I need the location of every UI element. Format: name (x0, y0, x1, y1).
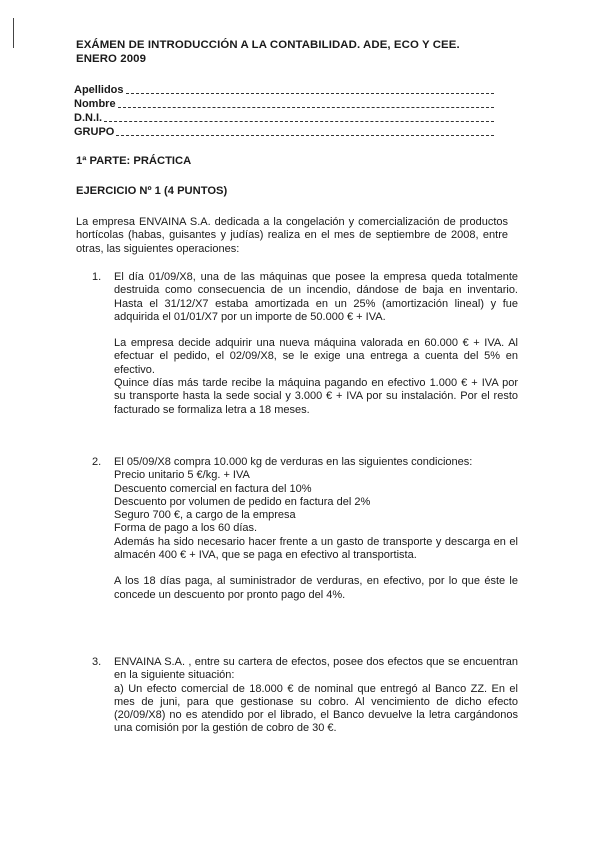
fill-line (104, 121, 494, 122)
exercise-heading: EJERCICIO Nº 1 (4 PUNTOS) (76, 185, 228, 197)
field-apellidos (74, 84, 494, 97)
field-label: GRUPO (74, 126, 115, 138)
exam-title (76, 38, 506, 66)
condition-item: Descuento por volumen de pedido en factura del 2% (114, 495, 371, 508)
operation-sub-a: a) Un efecto comercial de 18.000 € de nominal que entregó al Banco ZZ. En el mes de juni, para que gestionase su cobro. Al vencimiento de dicho efecto (20/09/X8) no es atendido por el librado, el Banco devuelve la letra cargándonos una comisión por la gestión de cobro de 30 €. (114, 682, 518, 735)
operation-paragraph: La empresa decide adquirir una nueva máquina valorada en 60.000 € + IVA. Al efectuar el pedido, el 02/09/X8, se le exige una entrega a cuenta del 5% en efectivo. (114, 337, 518, 376)
condition-item: Seguro 700 €, a cargo de la empresa (114, 509, 296, 522)
operation-number: 2. (92, 456, 102, 468)
exam-title-line1: EXÁMEN DE INTRODUCCIÓN A LA CONTABILIDAD. ADE, ECO Y CEE. (76, 39, 460, 51)
condition-item: Descuento comercial en factura del 10% (114, 482, 312, 495)
margin-mark (13, 18, 14, 48)
fill-line (126, 93, 494, 94)
operation-number: 3. (92, 656, 102, 668)
field-nombre (74, 98, 494, 111)
operation-number: 1. (92, 271, 102, 283)
field-label: D.N.I. (74, 112, 103, 124)
operation-2 (92, 456, 518, 602)
operation-lead: El 05/09/X8 compra 10.000 kg de verduras en las siguientes condiciones: (114, 456, 473, 468)
condition-item: Forma de pago a los 60 días. (114, 522, 258, 535)
field-dni (74, 112, 494, 125)
operation-extra: Además ha sido necesario hacer frente a un gasto de transporte y descarga en el almacén 400 € + IVA, que se paga en efectivo al transportista. (114, 535, 518, 562)
condition-item: Precio unitario 5 €/kg. + IVA (114, 469, 250, 482)
fill-line (118, 107, 494, 108)
exam-title-line2: ENERO 2009 (76, 53, 147, 65)
fill-line (116, 135, 494, 136)
field-label: Apellidos (74, 84, 124, 96)
intro-paragraph: La empresa ENVAINA S.A. dedicada a la congelación y comercialización de productos hortícolas (habas, guisantes y judías) realiza en el mes de septiembre de 2008, entre otras, las siguientes operaciones: (76, 216, 508, 255)
operation-3 (92, 656, 518, 736)
field-label: Nombre (74, 98, 116, 110)
operation-lead: ENVAINA S.A. , entre su cartera de efectos, posee dos efectos que se encuentran en la siguiente situación: (114, 656, 518, 682)
field-grupo (74, 126, 494, 139)
operation-paragraph: El día 01/09/X8, una de las máquinas que posee la empresa queda totalmente destruida como consecuencia de un incendio, dándose de baja en inventario. Hasta el 31/12/X7 estaba amortizada en un 25% (amortización lineal) y fue adquirida el 01/01/X7 por un importe de 50.000 € + IVA. (114, 271, 518, 323)
operation-paragraph: Quince días más tarde recibe la máquina pagando en efectivo 1.000 € + IVA por su transporte hasta la sede social y 3.000 € + IVA por su instalación. Por el resto facturado se formaliza letra a 18 meses. (114, 377, 518, 416)
operation-payment: A los 18 días paga, al suministrador de verduras, en efectivo, por lo que éste le concede un descuento por pronto pago del 4%. (114, 575, 518, 601)
part-heading: 1ª PARTE: PRÁCTICA (76, 155, 192, 167)
operation-1 (92, 271, 518, 417)
